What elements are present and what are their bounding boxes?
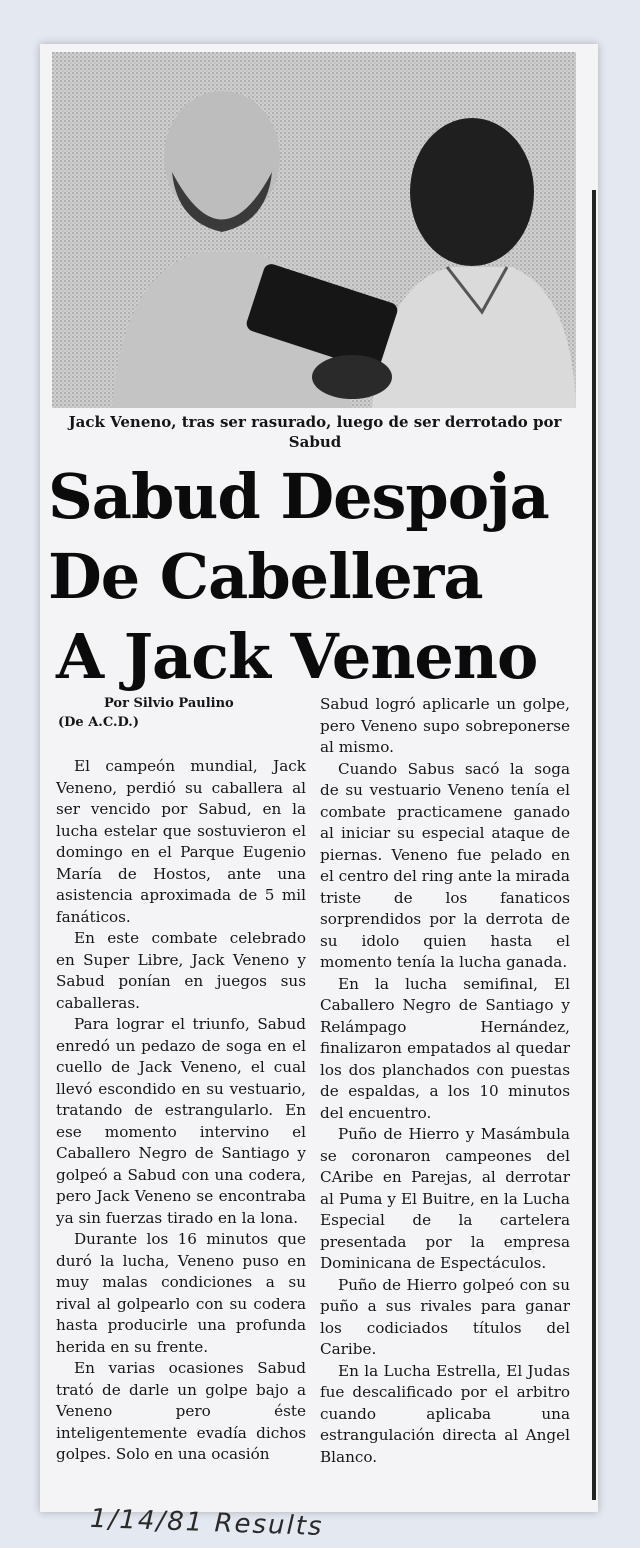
article-column-left: [56, 756, 306, 1466]
paragraph: Puño de Hierro y Masámbula se coronaron campeones del CAribe en Parejas, al derrotar al Puma y El Buitre, en la Lucha Especial de la cartelera presentada por la empresa Dominicana de Espectáculos.: [320, 1125, 570, 1272]
paragraph: En varias ocasiones Sabud trató de darle un golpe bajo a Veneno pero éste inteligentemente evadía dichos golpes. Solo en una ocasión: [56, 1359, 306, 1463]
paragraph: En la Lucha Estrella, El Judas fue descalificado por el arbitro cuando aplicaba una estrangulación directa al Angel Blanco.: [320, 1361, 570, 1466]
paragraph: Para lograr el triunfo, Sabud enredó un pedazo de soga en el cuello de Jack Veneno, el cual llevó escondido en su vestuario, tratando de estrangularlo. En ese momento intervino el Caballero Negro de Santiago y golpeó a Sabud con una codera, pero Jack Veneno se encontraba ya sin fuerzas tirado en la lona.: [56, 1015, 306, 1227]
article-photo: [52, 52, 576, 408]
headline-line-3: A Jack Veneno: [56, 620, 538, 693]
paragraph: Durante los 16 minutos que duró la lucha, Veneno puso en muy malas condiciones a su rival al golpearlo con su codera hasta producirle una profunda herida en su frente.: [56, 1230, 306, 1356]
byline-author: Por Silvio Paulino: [104, 696, 234, 711]
headline-line-2: De Cabellera: [48, 540, 483, 613]
paragraph: Cuando Sabus sacó la soga de su vestuario Veneno tenía el combate practicamene ganado al iniciar su especial ataque de piernas. Veneno fue pelado en el centro del ring ante la mirada triste de los fanaticos sorprendidos por la derrota de su idolo quien hasta el momento tenía la lucha ganada.: [320, 759, 570, 971]
byline: [58, 694, 308, 732]
paragraph: Puño de Hierro golpeó con su puño a sus rivales para ganar los codiciados títulos del Caribe.: [320, 1275, 570, 1358]
photo-caption: Jack Veneno, tras ser rasurado, luego de ser derrotado por Sabud: [68, 413, 562, 451]
clipping-edge: [592, 190, 596, 1500]
man-head: [410, 118, 534, 266]
paragraph: En la lucha semifinal, El Caballero Negro de Santiago y Relámpago Hernández, finalizaron empatados al quedar los dos planchados con puestas de espaldas, a los 10 minutos del encuentro.: [320, 974, 570, 1122]
paragraph: Sabud logró aplicarle un golpe, pero Veneno supo sobreponerse al mismo.: [320, 695, 570, 756]
handwritten-date-note: 1/14/81 Results: [89, 1503, 324, 1543]
paragraph: En este combate celebrado en Super Libre, Jack Veneno y Sabud ponían en juegos sus caballeras.: [56, 929, 306, 1012]
headline-line-1: Sabud Despoja: [48, 460, 549, 533]
article-column-right: [320, 694, 570, 1468]
paragraph: El campeón mundial, Jack Veneno, perdió su caballera al ser vencido por Sabud, en la lucha estelar que sostuvieron el domingo en el Parque Eugenio María de Hostos, ante una asistencia aproximada de 5 mil fanáticos.: [56, 757, 306, 926]
byline-agency: (De A.C.D.): [58, 715, 139, 730]
